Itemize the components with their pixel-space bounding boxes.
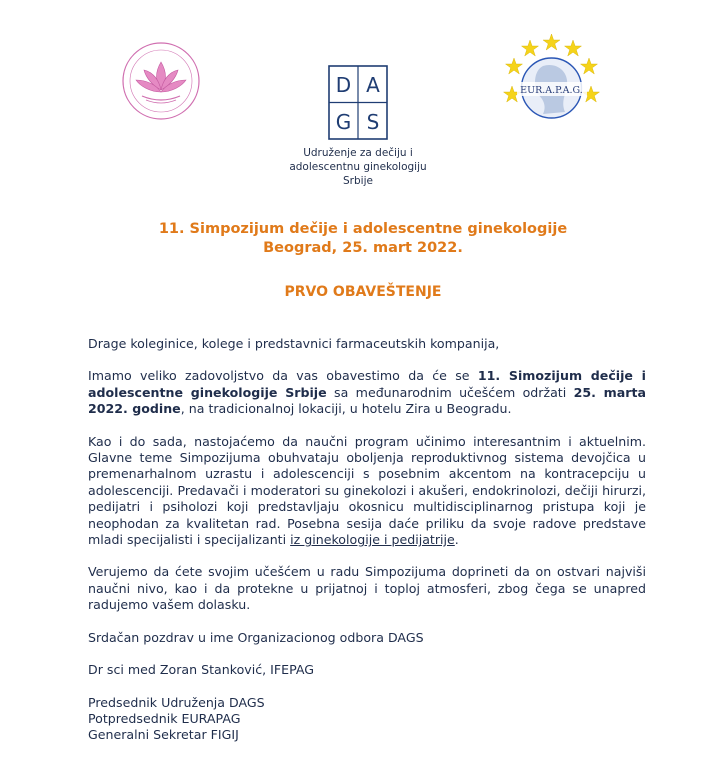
eurapag-logo	[503, 32, 600, 132]
caption-line: Udruženje za dečiju i	[303, 147, 413, 159]
symposium-title: 11. Simpozijum dečije i adolescentne ginekologije	[158, 221, 568, 237]
logo-header	[0, 0, 726, 210]
caption-line: adolescentnu ginekologiju	[289, 161, 427, 173]
notice-heading: PRVO OBAVEŠTENJE	[284, 284, 442, 300]
signature-role: Predsednik Udruženja DAGS	[88, 694, 265, 710]
text-run: , na tradicionalnoj lokaciji, u hotelu Zira u Beogradu.	[180, 401, 512, 417]
event-date: 25. marta 2022. godine	[88, 384, 646, 417]
eurapag-wordmark: EUR.A.P.A.G.	[520, 85, 583, 96]
symposium-date: Beograd, 25. mart 2022.	[263, 240, 463, 256]
signature-role: Potpredsednik EURAPAG	[88, 710, 241, 726]
title-block	[0, 220, 726, 258]
paragraph-regards: Srdačan pozdrav u ime Organizacionog odbora DAGS	[88, 629, 424, 645]
paragraph-announcement	[88, 368, 646, 417]
underlined-text: iz ginekologije i pedijatrije	[290, 532, 455, 548]
caption-line: Srbije	[343, 175, 373, 187]
signature-name: Dr sci med Zoran Stanković, IFEPAG	[88, 662, 315, 678]
text-run: Imamo veliko zadovoljstvo da vas obavestimo da će se	[88, 368, 478, 384]
lotus-society-logo	[120, 40, 202, 122]
paragraph-invitation: Verujemo da ćete svojim učešćem u radu Simpozijuma doprineti da on ostvari najviši naučni nivo, kao i da protekne u prijatnoj i toploj atmosferi, zbog čega se unapred radujemo vašem dolasku.	[88, 564, 646, 613]
dags-caption	[240, 146, 476, 188]
text-run: Kao i do sada, nastojaćemo da naučni program učinimo interesantnim i aktuelnim. Glavne teme Simpozijuma obuhvataju oboljenja reproduktivnog sistema devojčica u premenarhalnom uzrastu i adolescenciji s posebnim akcentom na kontracepciju u adolescenciji. Predavači i moderatori su ginekolozi i akušeri, endokrinolozi, dečiji hirurzi, pedijatri i psiholozi koji predstavljaju okosnicu multidisciplinarnog pristupa koji je neophodan za kvalitetan rad. Posebna sesija daće priliku da svoje radove predstave mladi specijalisti i specijalizanti	[88, 433, 646, 548]
text-run: sa međunarodnim učešćem održati	[326, 384, 574, 400]
dags-letter: A	[366, 73, 380, 97]
text-run: .	[454, 532, 459, 548]
dags-logo	[328, 65, 388, 140]
event-name: 11. Simozijum dečije i adolescentne ginekologije Srbije	[88, 368, 646, 400]
letter-body	[88, 336, 646, 744]
paragraph-program	[88, 434, 646, 549]
dags-letter: G	[335, 110, 352, 134]
dags-letter: S	[366, 110, 380, 134]
greeting: Drage koleginice, kolege i predstavnici farmaceutskih kompanija,	[88, 336, 500, 351]
signature-role: Generalni Sekretar FIGIJ	[88, 727, 239, 743]
dags-letter: D	[335, 73, 352, 97]
